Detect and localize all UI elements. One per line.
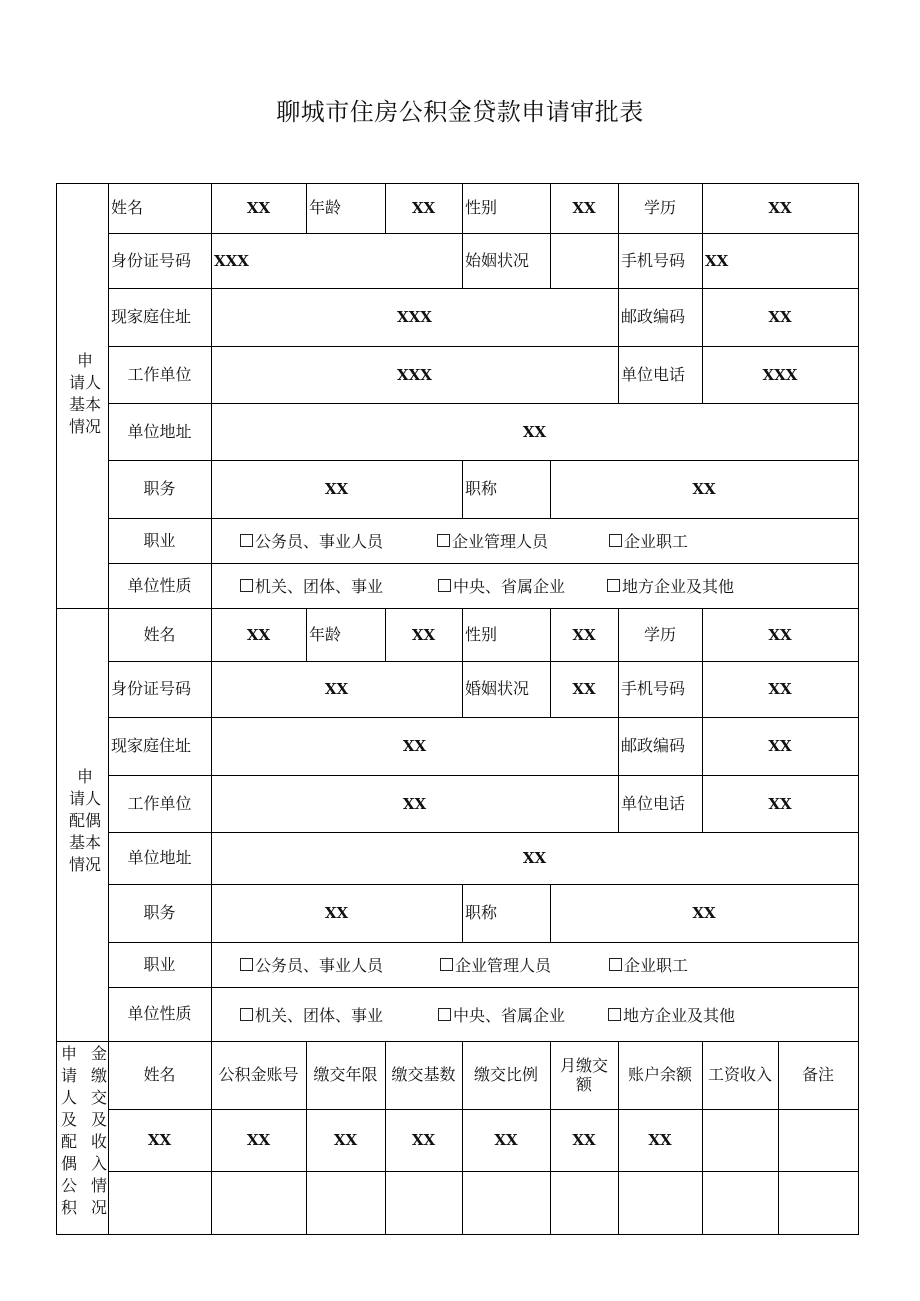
occupation-option-employee[interactable] xyxy=(609,531,688,551)
table-rule xyxy=(108,987,859,988)
employer-label: 工作单位 xyxy=(127,364,192,384)
fund-row2-cell xyxy=(550,1171,618,1234)
work-address-label: 单位地址 xyxy=(127,848,192,868)
section-label-line: 请 xyxy=(60,1066,77,1085)
section-label-line: 金 xyxy=(90,1044,107,1063)
section-label-line: 情况 xyxy=(68,417,101,436)
position-value: XX xyxy=(324,480,349,498)
marital-status-value xyxy=(550,233,618,288)
checkbox-label: 机关、团体、事业 xyxy=(255,1005,384,1025)
spouse-section-label xyxy=(62,766,108,876)
checkbox[interactable] xyxy=(240,534,253,547)
fund-row1-cell: XX xyxy=(648,1131,672,1149)
table-rule xyxy=(211,518,212,609)
fund-row1-cell: XX xyxy=(147,1131,172,1149)
work-phone-label: 单位电话 xyxy=(621,364,686,384)
applicant-section-label xyxy=(62,350,108,438)
occupation-option-civil-servant[interactable] xyxy=(240,531,383,551)
unit-type-label: 单位性质 xyxy=(127,1004,192,1024)
fund-section-label-right xyxy=(88,1043,110,1219)
checkbox[interactable] xyxy=(440,958,453,971)
id-number-value: XXX xyxy=(214,251,249,270)
fund-header-salary: 工资收入 xyxy=(707,1065,772,1085)
header-line: 月缴交 xyxy=(559,1055,608,1075)
home-address-value: XX xyxy=(402,737,427,755)
postcode-label: 邮政编码 xyxy=(621,307,686,327)
section-label-line: 公 xyxy=(60,1176,77,1195)
age-label: 年龄 xyxy=(309,198,342,218)
home-address-label: 现家庭住址 xyxy=(111,307,192,327)
title-rank-value: XX xyxy=(692,904,716,922)
unit-type-option-government[interactable] xyxy=(240,576,383,596)
occupation-option-civil-servant[interactable] xyxy=(240,955,383,975)
home-address-value: XXX xyxy=(397,308,432,326)
checkbox[interactable] xyxy=(240,1008,253,1021)
employer-label: 工作单位 xyxy=(127,793,192,813)
name-value: XX xyxy=(246,199,271,217)
checkbox[interactable] xyxy=(437,534,450,547)
position-label: 职务 xyxy=(143,479,176,499)
occupation-option-manager[interactable] xyxy=(440,955,551,975)
work-phone-value: XXX xyxy=(762,365,798,384)
fund-header-balance: 账户余额 xyxy=(627,1065,692,1085)
fund-header-monthly xyxy=(550,1041,618,1109)
checkbox-label: 企业职工 xyxy=(624,532,689,551)
name-label: 姓名 xyxy=(143,624,176,644)
work-phone-value: XX xyxy=(768,794,792,813)
section-label-line: 及 xyxy=(90,1110,107,1129)
title-rank-label: 职称 xyxy=(465,479,498,499)
checkbox[interactable] xyxy=(607,579,620,592)
work-address-value: XX xyxy=(522,849,547,867)
fund-row2-cell xyxy=(618,1171,702,1234)
section-label-line: 人 xyxy=(60,1088,77,1107)
section-label-line: 申 xyxy=(76,767,93,786)
gender-value: XX xyxy=(572,199,596,217)
table-rule xyxy=(108,518,859,519)
title-rank-label: 职称 xyxy=(465,903,498,923)
page-title: 聊城市住房公积金贷款申请审批表 xyxy=(276,98,644,126)
age-value: XX xyxy=(411,625,436,644)
employer-value: XX xyxy=(402,794,427,813)
marital-status-label: 始姻状况 xyxy=(465,250,530,270)
mobile-phone-label: 手机号码 xyxy=(621,679,686,699)
checkbox-label: 企业管理人员 xyxy=(455,956,552,975)
fund-row1-cell xyxy=(702,1109,778,1171)
education-label: 学历 xyxy=(643,198,676,218)
section-label-line: 收 xyxy=(90,1132,107,1151)
table-rule xyxy=(56,1234,859,1235)
occupation-option-employee[interactable] xyxy=(609,955,688,975)
section-label-line: 配 xyxy=(60,1132,77,1151)
mobile-phone-value: XX xyxy=(768,680,792,698)
header-line: 额 xyxy=(575,1075,592,1094)
table-rule xyxy=(211,942,212,1042)
fund-header-years: 缴交年限 xyxy=(313,1065,378,1085)
id-number-label: 身份证号码 xyxy=(111,250,192,270)
fund-row2-cell xyxy=(385,1171,462,1234)
position-label: 职务 xyxy=(143,903,176,923)
section-label-line: 情况 xyxy=(68,855,101,874)
work-phone-label: 单位电话 xyxy=(621,793,686,813)
checkbox-label: 企业职工 xyxy=(624,956,689,975)
fund-row1-cell: XX xyxy=(246,1131,271,1149)
postcode-label: 邮政编码 xyxy=(621,736,686,756)
fund-row1-cell: XX xyxy=(333,1131,358,1149)
checkbox-label: 公务员、事业人员 xyxy=(255,532,384,551)
id-number-label: 身份证号码 xyxy=(111,679,192,699)
checkbox[interactable] xyxy=(438,1008,451,1021)
age-value: XX xyxy=(411,199,436,217)
occupation-label: 职业 xyxy=(143,530,176,550)
unit-type-label: 单位性质 xyxy=(127,575,192,595)
fund-row2-cell xyxy=(462,1171,550,1234)
checkbox[interactable] xyxy=(438,579,451,592)
checkbox[interactable] xyxy=(609,958,622,971)
fund-row2-cell xyxy=(108,1171,211,1234)
mobile-phone-label: 手机号码 xyxy=(621,250,686,270)
checkbox[interactable] xyxy=(609,534,622,547)
checkbox[interactable] xyxy=(608,1008,621,1021)
section-label-line: 及 xyxy=(60,1110,77,1129)
section-label-line: 申 xyxy=(60,1044,77,1063)
work-address-label: 单位地址 xyxy=(127,421,192,441)
section-label-line: 积 xyxy=(60,1198,77,1217)
section-label-line: 请人 xyxy=(68,373,101,392)
title-rank-value: XX xyxy=(692,480,716,498)
table-rule xyxy=(56,183,57,1235)
fund-row1-cell xyxy=(778,1109,858,1171)
table-rule xyxy=(108,563,859,564)
checkbox-label: 企业管理人员 xyxy=(452,532,549,551)
fund-header-account: 公积金账号 xyxy=(218,1065,299,1085)
fund-row1-cell: XX xyxy=(494,1131,518,1149)
postcode-value: XX xyxy=(768,737,792,755)
checkbox-label: 地方企业及其他 xyxy=(623,1005,736,1025)
education-label: 学历 xyxy=(643,624,676,644)
id-number-value: XX xyxy=(324,680,349,698)
occupation-option-manager[interactable] xyxy=(437,531,548,551)
name-value: XX xyxy=(246,625,271,644)
marital-status-value: XX xyxy=(572,680,596,698)
unit-type-option-central-enterprise[interactable] xyxy=(438,576,565,596)
unit-type-option-local-enterprise[interactable] xyxy=(607,576,734,596)
fund-section-label-left xyxy=(58,1043,80,1219)
work-address-value: XX xyxy=(522,422,547,441)
section-label-line: 基本 xyxy=(68,395,101,414)
section-label-line: 况 xyxy=(90,1198,107,1217)
education-value: XX xyxy=(768,199,792,217)
section-label-line: 配偶 xyxy=(68,811,101,830)
checkbox-label: 中央、省属企业 xyxy=(453,1005,566,1025)
checkbox[interactable] xyxy=(240,579,253,592)
checkbox-label: 地方企业及其他 xyxy=(622,577,735,596)
fund-header-ratio: 缴交比例 xyxy=(473,1065,538,1085)
name-label: 姓名 xyxy=(111,198,144,218)
gender-label: 性别 xyxy=(465,624,498,644)
fund-row2-cell xyxy=(306,1171,385,1234)
unit-type-option-government[interactable] xyxy=(240,1004,383,1024)
section-label-line: 入 xyxy=(90,1154,107,1173)
checkbox-label: 机关、团体、事业 xyxy=(255,577,384,596)
checkbox-label: 公务员、事业人员 xyxy=(255,956,384,975)
unit-type-option-central-enterprise[interactable] xyxy=(438,1004,565,1024)
table-rule xyxy=(108,942,859,943)
postcode-value: XX xyxy=(768,308,792,326)
gender-label: 性别 xyxy=(465,198,498,218)
fund-row1-cell: XX xyxy=(572,1131,596,1149)
employer-value: XXX xyxy=(397,365,432,384)
position-value: XX xyxy=(324,904,349,922)
section-label-line: 缴 xyxy=(90,1066,107,1085)
fund-row2-cell xyxy=(211,1171,306,1234)
mobile-phone-value: XX xyxy=(705,251,729,270)
section-label-line: 偶 xyxy=(60,1154,77,1173)
section-label-line: 请人 xyxy=(68,789,101,808)
fund-row2-cell xyxy=(778,1171,858,1234)
unit-type-option-local-enterprise[interactable] xyxy=(608,1004,735,1024)
fund-header-remarks: 备注 xyxy=(801,1065,834,1085)
table-rule xyxy=(858,183,859,1235)
gender-value: XX xyxy=(572,625,596,644)
fund-row2-cell xyxy=(702,1171,778,1234)
checkbox-label: 中央、省属企业 xyxy=(453,577,566,596)
marital-status-label: 婚姻状况 xyxy=(465,679,530,699)
age-label: 年龄 xyxy=(309,624,342,644)
checkbox[interactable] xyxy=(240,958,253,971)
section-label-line: 申 xyxy=(76,351,93,370)
fund-header-name: 姓名 xyxy=(143,1065,176,1085)
section-label-line: 情 xyxy=(90,1176,107,1195)
home-address-label: 现家庭住址 xyxy=(111,736,192,756)
section-label-line: 基本 xyxy=(68,833,101,852)
section-label-line: 交 xyxy=(90,1088,107,1107)
fund-header-base: 缴交基数 xyxy=(391,1065,456,1085)
fund-row1-cell: XX xyxy=(411,1131,436,1149)
education-value: XX xyxy=(768,625,792,644)
occupation-label: 职业 xyxy=(143,954,176,974)
